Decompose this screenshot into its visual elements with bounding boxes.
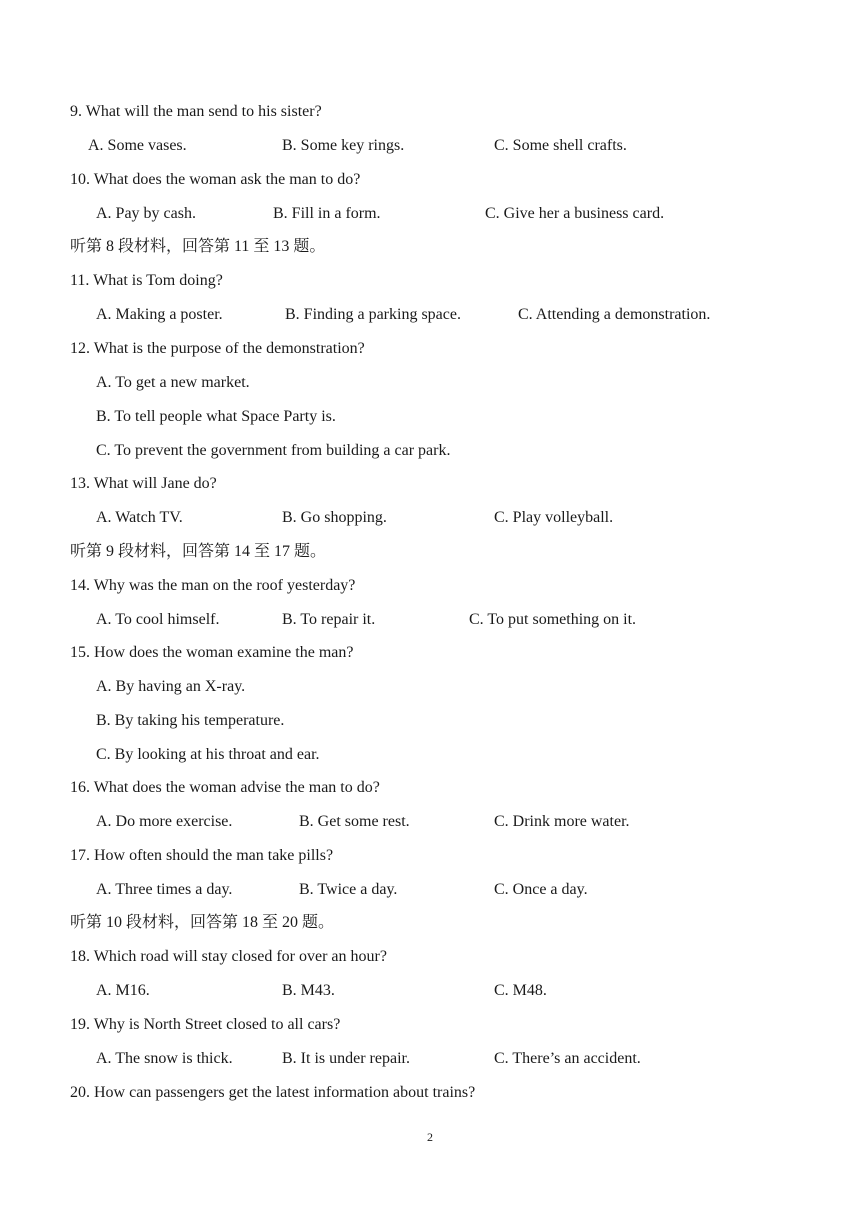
section-heading: 听第 8 段材料，回答第 11 至 13 题。 <box>70 238 326 255</box>
option-c: C. M48. <box>494 982 547 999</box>
question-13: 13. What will Jane do? <box>70 475 217 492</box>
option-a: A. To cool himself. <box>96 611 220 628</box>
question-14: 14. Why was the man on the roof yesterday? <box>70 577 356 594</box>
option-a: A. To get a new market. <box>96 374 250 391</box>
option-c: C. Drink more water. <box>494 813 630 830</box>
option-a: A. M16. <box>96 982 150 999</box>
option-b: B. Some key rings. <box>282 137 405 154</box>
option-a: A. Some vases. <box>88 137 187 154</box>
question-12: 12. What is the purpose of the demonstration? <box>70 340 365 357</box>
option-b: B. It is under repair. <box>282 1050 410 1067</box>
option-a: A. By having an X-ray. <box>96 678 246 695</box>
question-19: 19. Why is North Street closed to all cars? <box>70 1016 341 1033</box>
option-b: B. Go shopping. <box>282 509 387 526</box>
option-c: C. Once a day. <box>494 881 588 898</box>
option-a: A. The snow is thick. <box>96 1050 233 1067</box>
option-b: B. To tell people what Space Party is. <box>96 408 336 425</box>
page-number: 2 <box>427 1130 433 1144</box>
question-15: 15. How does the woman examine the man? <box>70 644 354 661</box>
option-c: C. To put something on it. <box>469 611 637 628</box>
option-b: B. M43. <box>282 982 335 999</box>
option-b: B. Finding a parking space. <box>285 306 461 323</box>
question-20: 20. How can passengers get the latest information about trains? <box>70 1084 476 1101</box>
option-a: A. Do more exercise. <box>96 813 233 830</box>
question-16: 16. What does the woman advise the man to do? <box>70 779 380 796</box>
option-b: B. Get some rest. <box>299 813 410 830</box>
option-c: C. Play volleyball. <box>494 509 614 526</box>
question-11: 11. What is Tom doing? <box>70 272 223 289</box>
option-c: C. By looking at his throat and ear. <box>96 746 320 763</box>
option-b: B. By taking his temperature. <box>96 712 285 729</box>
option-c: C. Attending a demonstration. <box>518 306 711 323</box>
question-18: 18. Which road will stay closed for over an hour? <box>70 948 387 965</box>
option-c: C. Give her a business card. <box>485 205 665 222</box>
question-17: 17. How often should the man take pills? <box>70 847 334 864</box>
option-b: B. To repair it. <box>282 611 376 628</box>
question-9: 9. What will the man send to his sister? <box>70 103 322 120</box>
option-c: C. There’s an accident. <box>494 1050 641 1067</box>
question-10: 10. What does the woman ask the man to do? <box>70 171 361 188</box>
option-c: C. Some shell crafts. <box>494 137 627 154</box>
option-a: A. Watch TV. <box>96 509 183 526</box>
option-a: A. Three times a day. <box>96 881 233 898</box>
option-b: B. Twice a day. <box>299 881 398 898</box>
option-b: B. Fill in a form. <box>273 205 381 222</box>
option-a: A. Making a poster. <box>96 306 223 323</box>
option-c: C. To prevent the government from building a car park. <box>96 442 451 459</box>
section-heading: 听第 10 段材料，回答第 18 至 20 题。 <box>70 914 335 931</box>
option-a: A. Pay by cash. <box>96 205 196 222</box>
section-heading: 听第 9 段材料，回答第 14 至 17 题。 <box>70 543 327 560</box>
